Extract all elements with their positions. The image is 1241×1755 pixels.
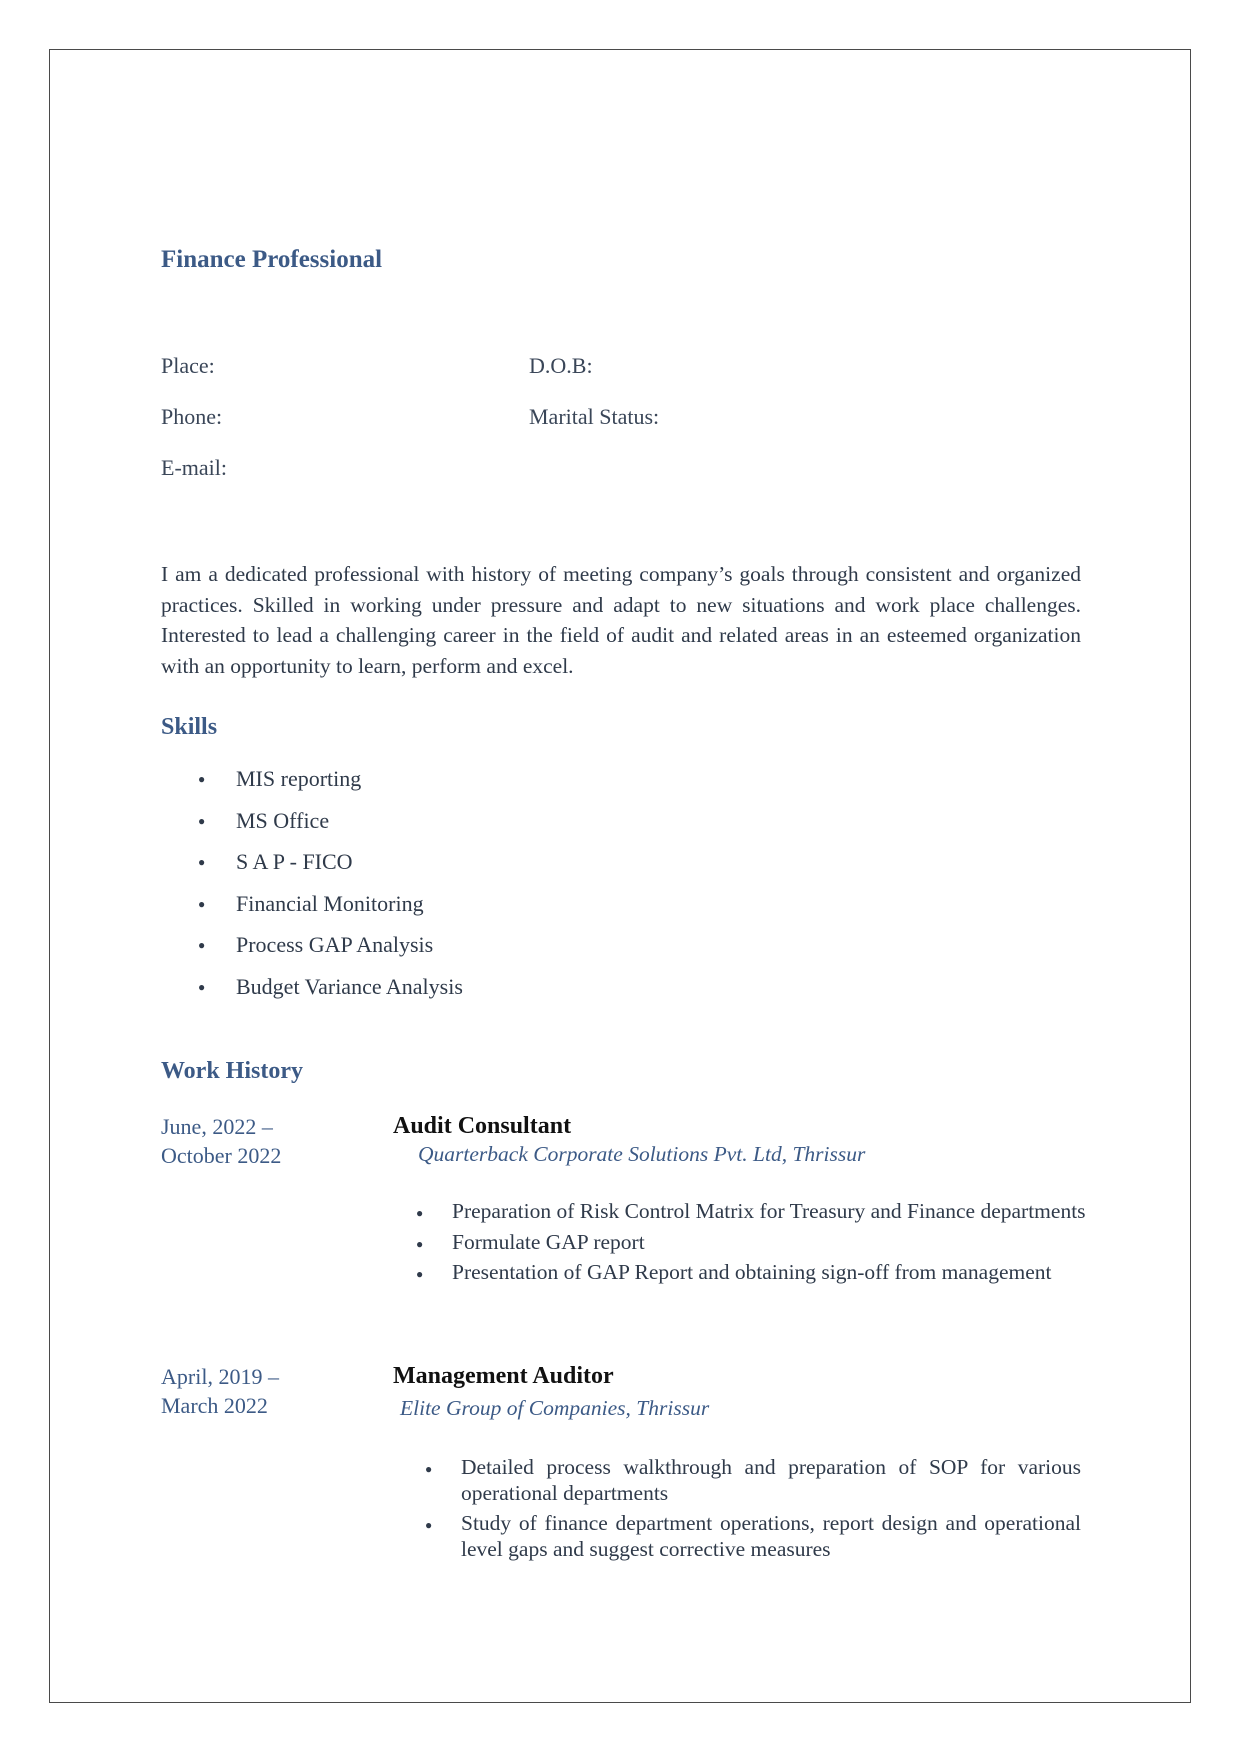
skill-item: ● S A P - FICO (161, 849, 463, 891)
duty-item: ● Preparation of Risk Control Matrix for Treasury and Finance departments (416, 1199, 1092, 1225)
email-label: E-mail: (161, 455, 227, 480)
job-title: Audit Consultant (393, 1113, 572, 1139)
resume-title: Finance Professional (161, 246, 383, 273)
phone-label: Phone: (161, 404, 223, 429)
job-duties-list (416, 1199, 1092, 1291)
skills-heading: Skills (161, 714, 218, 740)
duty-item: ● Formulate GAP report (416, 1230, 1092, 1256)
skill-item: ● Financial Monitoring (161, 891, 463, 933)
job-date-range (161, 1112, 281, 1170)
professional-summary: I am a dedicated professional with history of meeting company’s goals through consistent and organized practices. Skilled in working under pressure and adapt to new situations and work place challenges. Interested to lead a challenging career in the field of audit and related areas in an esteemed organization with an opportunity to learn, perform and excel. (161, 562, 1081, 678)
marital-status-label: Marital Status: (529, 404, 660, 429)
skills-list (161, 766, 463, 1015)
job-date-end: March 2022 (161, 1393, 268, 1418)
job-date-start: April, 2019 – (161, 1364, 279, 1389)
skill-item: ● Budget Variance Analysis (161, 974, 463, 1016)
skill-item: ● Process GAP Analysis (161, 932, 463, 974)
skill-item: ● MIS reporting (161, 766, 463, 808)
place-label: Place: (161, 353, 215, 378)
duty-item: ● Study of finance department operations, report design and operational level gaps and suggest corrective measures (425, 1511, 1081, 1562)
job-duties-list (425, 1455, 1081, 1567)
skill-item: ● MS Office (161, 808, 463, 850)
duty-item: ● Presentation of GAP Report and obtaining sign-off from management (416, 1260, 1092, 1286)
job-title: Management Auditor (393, 1363, 614, 1389)
job-date-end: October 2022 (161, 1143, 282, 1168)
duty-item: ● Detailed process walkthrough and preparation of SOP for various operational departments (425, 1455, 1081, 1506)
job-date-range (161, 1362, 279, 1420)
job-company: Quarterback Corporate Solutions Pvt. Ltd, Thrissur (418, 1142, 866, 1166)
dob-label: D.O.B: (529, 353, 593, 378)
work-history-heading: Work History (161, 1058, 303, 1084)
job-date-start: June, 2022 – (161, 1114, 273, 1139)
job-company: Elite Group of Companies, Thrissur (400, 1396, 710, 1420)
